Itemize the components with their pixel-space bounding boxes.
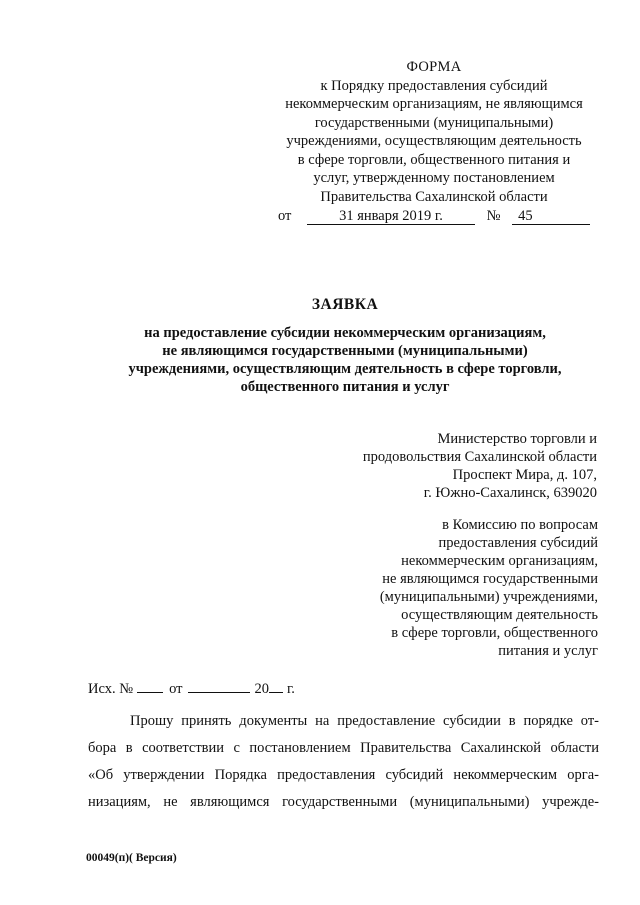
recipient-line: г. Южно-Сахалинск, 639020 <box>423 485 597 501</box>
resolution-date-row <box>268 207 600 226</box>
resolution-date: 31 января 2019 г. <box>307 208 475 225</box>
outgoing-date-blank <box>188 678 250 693</box>
commission-line: в сфере торговли, общественного <box>391 625 598 641</box>
commission-address <box>258 516 598 660</box>
outgoing-year-suffix: г. <box>286 681 295 697</box>
form-title: ФОРМА <box>406 59 462 75</box>
document-title: ЗАЯВКА <box>311 296 379 313</box>
title-subline: общественного питания и услуг <box>240 379 450 395</box>
form-header-line: услуг, утвержденному постановлением <box>313 170 555 186</box>
form-header-line: Правительства Сахалинской области <box>320 188 548 205</box>
form-header-line: некоммерческим организациям, не являющимся <box>285 96 583 112</box>
title-subline: на предоставление субсидии некоммерческим организациям, <box>144 325 546 341</box>
paragraph-line: Прошу принять документы на предоставление субсидии в порядке от- <box>130 713 599 729</box>
resolution-number: 45 <box>512 208 590 225</box>
recipient-line: Проспект Мира, д. 107, <box>452 467 597 483</box>
paragraph-line: бора в соответствии с постановлением Правительства Сахалинской области <box>88 740 599 756</box>
number-label: № <box>486 208 501 224</box>
commission-line: питания и услуг <box>498 643 598 659</box>
from-label: от <box>277 208 292 224</box>
outgoing-ref-label: Исх. № <box>88 681 134 697</box>
commission-line: предоставления субсидий <box>438 535 598 551</box>
form-header-line: учреждениями, осуществляющим деятельность <box>286 133 582 149</box>
commission-line: в Комиссию по вопросам <box>442 517 598 533</box>
application-title <box>80 296 610 396</box>
commission-line: осуществляющим деятельность <box>401 607 598 623</box>
paragraph-line: низациям, не являющимся государственными (муниципальными) учрежде- <box>88 794 599 810</box>
commission-line: (муниципальными) учреждениями, <box>379 589 598 605</box>
recipient-line: продовольствия Сахалинской области <box>362 449 597 465</box>
title-subline: учреждениями, осуществляющим деятельность в сфере торговли, <box>128 361 562 377</box>
request-paragraph <box>88 708 599 816</box>
title-subline: не являющимся государственными (муниципальными) <box>162 343 528 359</box>
document-code: 00049(п)( Версия) <box>86 852 177 864</box>
form-header-line: государственными (муниципальными) <box>314 114 554 131</box>
paragraph-line: «Об утверждении Порядка предоставления субсидий некоммерческим орга- <box>88 767 599 783</box>
outgoing-number-blank <box>137 678 163 693</box>
commission-line: некоммерческим организациям, <box>401 553 598 569</box>
recipient-line: Министерство торговли и <box>437 431 597 447</box>
commission-line: не являющимся государственными <box>382 571 598 587</box>
outgoing-reference-row <box>88 678 295 698</box>
outgoing-from-label: от <box>169 681 183 697</box>
recipient-address <box>257 430 597 502</box>
form-header <box>268 58 600 226</box>
form-header-line: к Порядку предоставления субсидий <box>320 77 548 94</box>
form-header-line: в сфере торговли, общественного питания и <box>297 151 571 168</box>
outgoing-year-prefix: 20 <box>254 681 269 697</box>
outgoing-year-blank <box>269 678 283 693</box>
